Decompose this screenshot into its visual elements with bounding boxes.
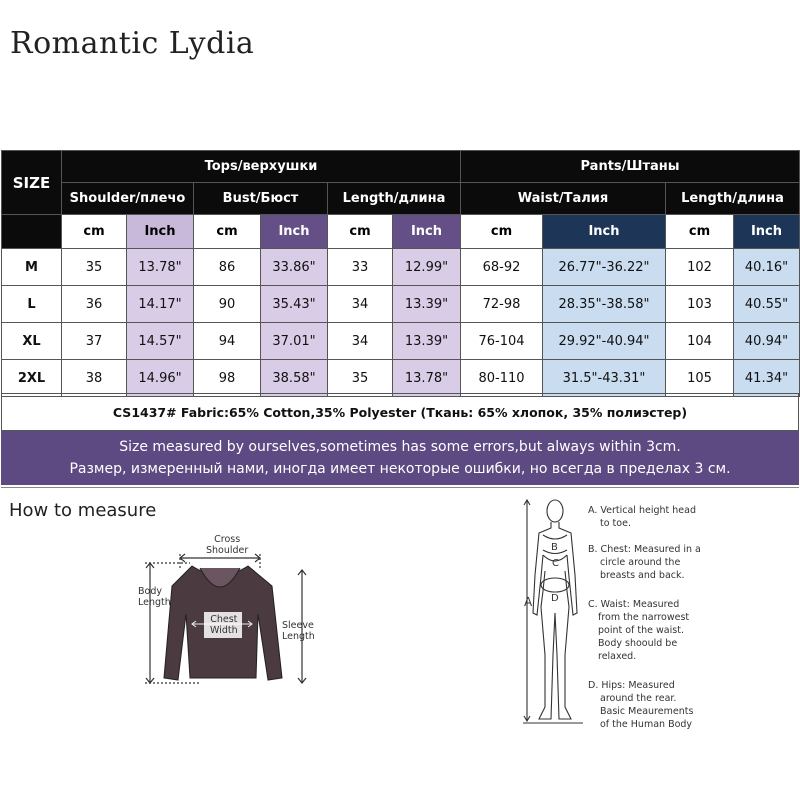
unit-inch: Inch [734,215,800,249]
unit-inch: Inch [393,215,461,249]
brand-logo: Romantic Lydia [10,26,255,61]
pants-length-inch-cell: 40.16" [734,249,800,286]
bust-inch-cell: 33.86" [261,249,328,286]
unit-cm: cm [194,215,261,249]
unit-row-spacer [2,215,62,249]
unit-inch: Inch [261,215,328,249]
body-marker-d: D [551,593,559,604]
pants-length-inch-cell: 40.94" [734,323,800,360]
shoulder-inch-cell: 13.78" [127,249,194,286]
body-diagram [515,495,585,740]
note-a: A. Vertical height head to toe. [588,505,696,529]
cross-shoulder-label: Cross Shoulder [206,534,249,556]
shoulder-inch-cell: 14.96" [127,360,194,397]
bust-cm-cell: 86 [194,249,261,286]
length-cm-cell: 34 [328,323,393,360]
shoulder-cm-cell: 37 [62,323,127,360]
table-row [2,360,800,397]
waist-inch-cell: 28.35"-38.58" [543,286,666,323]
bust-cm-cell: 94 [194,323,261,360]
chest-width-label: Chest Width [210,614,238,636]
pants-group-header: Pants/Штаны [461,151,800,183]
pants-length-cm-cell: 103 [666,286,734,323]
body-marker-a: A [524,595,533,609]
note-russian: Размер, измеренный нами, иногда имеет некоторые ошибки, но всегда в пределах 3 см. [69,461,731,477]
table-row [2,249,800,286]
sleeve-length-label: Sleeve Length [282,620,315,642]
length-cm-cell: 34 [328,286,393,323]
tops-length-header: Length/длина [328,183,461,215]
bust-cm-cell: 90 [194,286,261,323]
unit-cm: cm [62,215,127,249]
shoulder-inch-cell: 14.57" [127,323,194,360]
note-b: B. Chest: Measured in a circle around the breasts and back. [588,544,701,581]
waist-header: Waist/Талия [461,183,666,215]
shoulder-cm-cell: 35 [62,249,127,286]
size-cell: L [2,286,62,323]
bust-inch-cell: 35.43" [261,286,328,323]
bust-cm-cell: 98 [194,360,261,397]
unit-cm: cm [461,215,543,249]
measurement-note [1,431,799,485]
size-cell: 2XL [2,360,62,397]
size-cell: XL [2,323,62,360]
shoulder-cm-cell: 36 [62,286,127,323]
length-inch-cell: 13.78" [393,360,461,397]
waist-cm-cell: 68-92 [461,249,543,286]
shoulder-cm-cell: 38 [62,360,127,397]
pants-length-header: Length/длина [666,183,800,215]
waist-inch-cell: 31.5"-43.31" [543,360,666,397]
note-c: C. Waist: Measured from the narrowest point of the waist. Body shoould be relaxed. [588,599,690,662]
pants-length-inch-cell: 40.55" [734,286,800,323]
length-inch-cell: 12.99" [393,249,461,286]
table-row [2,286,800,323]
how-to-measure-title: How to measure [9,500,157,521]
fabric-info: CS1437# Fabric:65% Cotton,35% Polyester (Ткань: 65% хлопок, 35% полиэстер) [1,393,799,431]
unit-cm: cm [666,215,734,249]
shoulder-header: Shoulder/плечо [62,183,194,215]
table-row [2,323,800,360]
waist-cm-cell: 76-104 [461,323,543,360]
shoulder-inch-cell: 14.17" [127,286,194,323]
waist-cm-cell: 72-98 [461,286,543,323]
length-inch-cell: 13.39" [393,286,461,323]
pants-length-cm-cell: 102 [666,249,734,286]
size-header: SIZE [2,151,62,215]
length-cm-cell: 35 [328,360,393,397]
bust-inch-cell: 37.01" [261,323,328,360]
length-inch-cell: 13.39" [393,323,461,360]
waist-cm-cell: 80-110 [461,360,543,397]
waist-inch-cell: 26.77"-36.22" [543,249,666,286]
body-marker-c: C [552,558,559,569]
note-english: Size measured by ourselves,sometimes has some errors,but always within 3cm. [119,439,681,455]
length-cm-cell: 33 [328,249,393,286]
pants-length-cm-cell: 104 [666,323,734,360]
unit-inch: Inch [543,215,666,249]
size-chart-table [1,150,800,397]
body-marker-b: B [551,542,558,553]
pants-length-cm-cell: 105 [666,360,734,397]
bust-inch-cell: 38.58" [261,360,328,397]
size-cell: M [2,249,62,286]
note-d: D. Hips: Measured around the rear. Basic Meaurements of the Human Body [588,680,694,730]
unit-inch: Inch [127,215,194,249]
body-length-label: Body Length [138,586,171,608]
unit-cm: cm [328,215,393,249]
waist-inch-cell: 29.92"-40.94" [543,323,666,360]
tops-group-header: Tops/верхушки [62,151,461,183]
pants-length-inch-cell: 41.34" [734,360,800,397]
bust-header: Bust/Бюст [194,183,328,215]
